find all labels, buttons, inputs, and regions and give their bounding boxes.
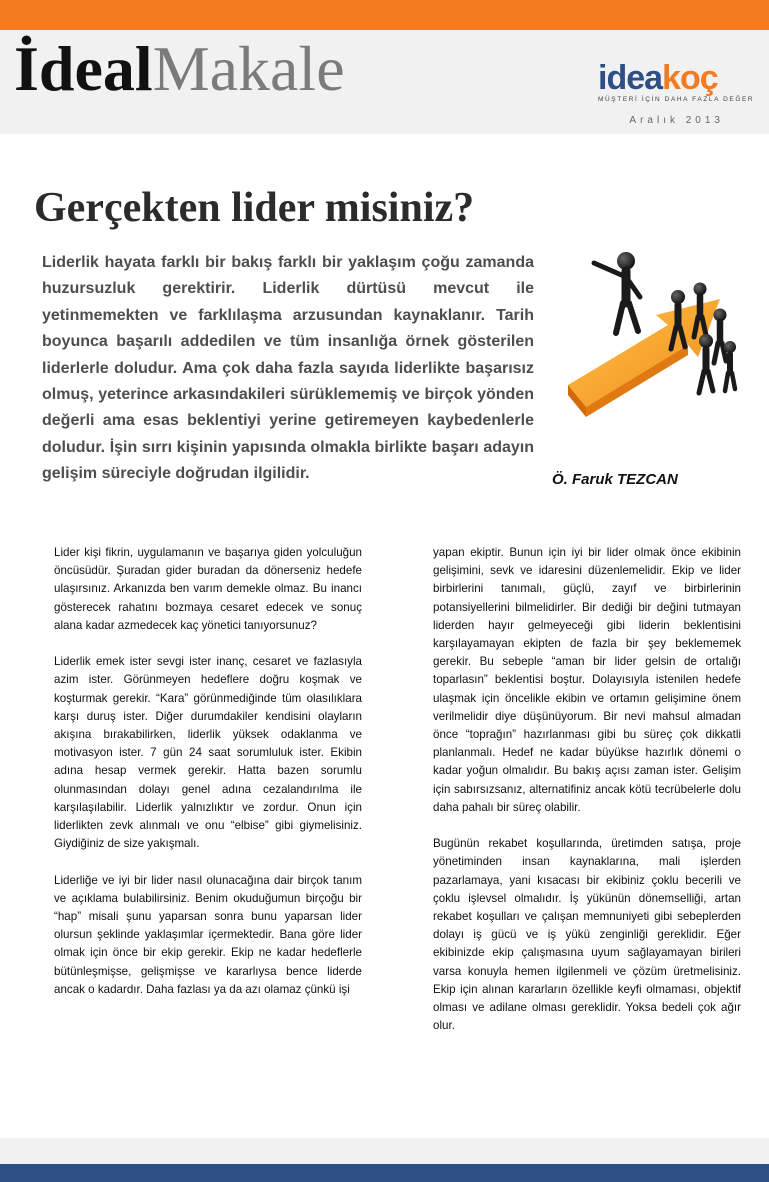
paragraph: Lider kişi fikrin, uygulamanın ve başarıya giden yolculuğun öncüsüdür. Şuradan gider buradan da dönerseniz hedefe ulaşırsınız. Arkanızda ben varım demekle olmaz. Bu inancı gösterecek rahatını bozmaya cesaret edecek ve sonuç alana kadar azmedecek kaç yönetici tanıyorsunuz? [54, 546, 362, 632]
top-accent-bar [0, 0, 769, 30]
publication-title-light: Makale [152, 33, 345, 104]
publication-title [14, 34, 345, 104]
footer-bar [0, 1138, 769, 1164]
article-title: Gerçekten lider misiniz? [34, 185, 475, 231]
brand-wordmark-part1: idea [598, 59, 663, 97]
brand-wordmark-part2: koç [662, 59, 718, 97]
body-column-right [433, 544, 741, 1054]
brand-tagline: MÜŞTERİ İÇİN DAHA FAZLA DEĞER [598, 96, 755, 103]
footer-accent-band [0, 1164, 769, 1182]
paragraph: yapan ekiptir. Bunun için iyi bir lider olmak önce ekibinin gelişimini, sevk ve idaresini düzenlemelidir. Ekip ve lider birbirlerini tanımalı, güçlü, zayıf ve birbirlerinin potansiyellerini bilmelidirler. Bir dediği bir değini tutmayan liderden hayır gelmeyeceği gibi liderin beklentisini karşılayamayan ekipten de fazla bir şey beklememek gerekir. Bu sebeple “aman bir lider gelsin de ortalığı toparlasın” beklentisi boştur. Dolayısıyla istenilen hedefe ulaşmak için öncelikle ekibin ve ortamın gelişimine önem verilmelidir diye düşünüyorum. Bir nevi mahsul almadan önce “toprağın” hazırlanması gibi bu süreç çok dikkatli planlanmalı. Hedef ne kadar büyükse hazırlık dönemi o kadar yoğun olmalıdır. Bu bakış açısı zaman ister. Gelişim için sabırsızsanız, alternatifiniz ancak kötü tecrübelerle dolu daha pahalı bir süreç olabilir. [433, 546, 741, 814]
publication-title-bold: İdeal [14, 33, 153, 104]
brand-logo [598, 60, 758, 112]
author-name: Ö. Faruk TEZCAN [552, 471, 678, 488]
paragraph: Liderliğe ve iyi bir lider nasıl olunacağına dair birçok tanım ve açıklama bulabilirsiniz. Benim okuduğumun birçoğu bir “hap” misali şunu yaparsan sonra bunu yaparsan lider olursun şeklinde yaklaşımlar içermektedir. Bana göre lider olmak için önce bir ekip gerekir. Ekip ne kadar hedeflerle bütünleşmişse, gelişmişse ve kararlıysa bence liderde ancak o kadardır. Daha fazlası ya da azı olamaz çünkü işi [54, 873, 362, 996]
brand-wordmark [598, 60, 718, 96]
article-lead: Liderlik hayata farklı bir bakış farklı bir yaklaşım çoğu zamanda huzursuzluk gerektirir. Liderlik dürtüsü mevcut ile yetinmemekten ve farklılaşma arzusundan kaynaklanır. Tarih boyunca başarılı addedilen ve tüm insanlığa örnek gösterilen liderlerle doludur. Ama çok daha fazla sayıda liderlikte başarısız olmuş, yeterince arkasındakileri sürüklememiş ve birçok yönden değerli ama esas beklentiyi yerine getiremeyen kaybedenlerle doludur. İşin sırrı kişinin yapısında olmakla birlikte başarı adayın gelişim süreciyle doğrudan ilgilidir. [42, 254, 534, 483]
paragraph: Liderlik emek ister sevgi ister inanç, cesaret ve fazlasıyla azim ister. Görünmeyen hedeflere doğru koşmak ve koşturmak gerekir. “Kara” görünmediğinde tüm olasılıklara karşı duruş ister. Diğer durumdakiler kendisini olayların akışına bırakabilirken, liderlik yüksek odaklanma ve motivasyon ister. 7 gün 24 saat sorumluluk ister. Ekibin adına hesap vermek gerekir. Hatta bazen sorumlu olunmasından dolayı genel adına cezalandırılma ile karşılaşılabilir. Liderlik yalnızlıktır ve zordur. Onun için liderlikten zevk alınmalı ve onu “elbise” gibi giymelisiniz. Giydiğiniz de size yakışmalı. [54, 655, 362, 851]
leader-arrow-illustration-icon [560, 237, 746, 431]
paragraph: Bugünün rekabet koşullarında, üretimden satışa, proje yönetiminden insan kaynaklarına, mali işlerden pazarlamaya, yani kısacası bir ekibiniz çoklu becerili ve çoklu işlevsel olmalıdır. İş yükünün dönemselliği, artan rekabet koşulları ve çalışan memnuniyeti gibi sebeplerden dolayı iş gücü ve iş yükü zenginliği gereklidir. Eğer ekibinizde ekip çalışmasına uyum sağlayamayan birileri varsa konuyla hemen ilgilenmeli ve çözüm üretmelisiniz. Ekip için alınan kararların özellikle keyfi olmaması, objektif olması ve adilane olması gereklidir. Yoksa bedeli çok ağır olur. [433, 837, 741, 1033]
body-column-left [54, 544, 362, 1017]
issue-date: Aralık 2013 [629, 115, 724, 126]
